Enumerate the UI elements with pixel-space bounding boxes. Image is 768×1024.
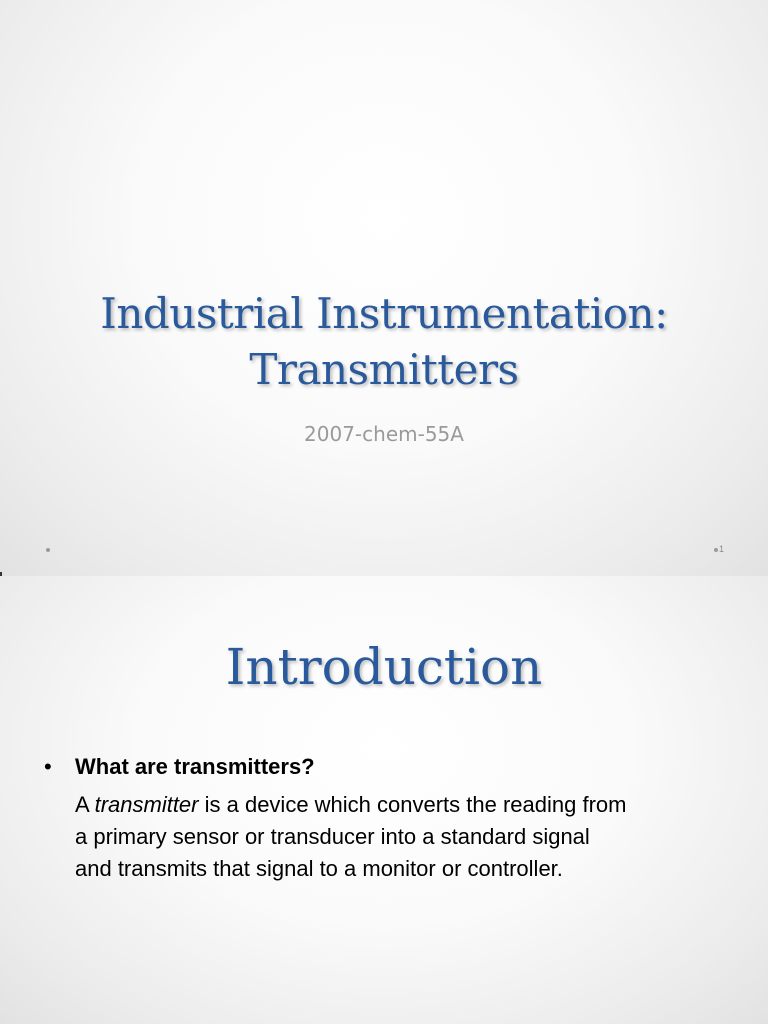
body-line-1-suffix: is a device which converts the reading from (198, 792, 627, 817)
bullet-heading: What are transmitters? (75, 754, 315, 779)
slide-title: Introduction (225, 638, 543, 696)
body-line-1 (75, 789, 755, 821)
slide-title (0, 286, 768, 398)
body-line-3: and transmits that signal to a monitor or controller. (75, 856, 563, 881)
content-slide (0, 576, 768, 1024)
footer-left-dot (46, 548, 50, 552)
transmitter-term: transmitter (94, 792, 199, 817)
slide-title-line-2: Transmitters (249, 345, 519, 394)
bullet-body (75, 789, 755, 885)
body-line-2: a primary sensor or transducer into a standard signal (75, 824, 590, 849)
footer-right-dot (714, 548, 718, 552)
slide-title-line-1: Industrial Instrumentation: (100, 289, 668, 338)
slide-number: 1 (719, 544, 725, 554)
slide-subtitle: 2007-chem-55A (304, 422, 464, 446)
body-line-1-prefix: A (75, 792, 95, 817)
bullet-marker: • (44, 754, 52, 779)
